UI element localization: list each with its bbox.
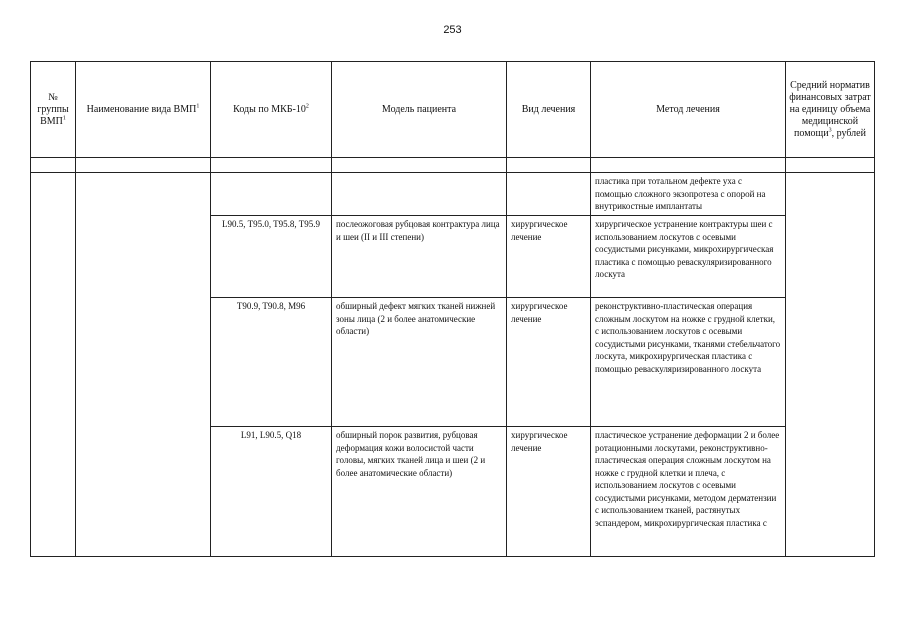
patient-model-cell: обширный дефект мягких тканей нижней зоны лица (2 и более анатомические области) bbox=[332, 298, 507, 427]
patient-model-cell: обширный порок развития, рубцовая деформация кожи волосистой части головы, мягких тканей лица и шеи (2 и более анатомические области) bbox=[332, 427, 507, 557]
header-group-no: № группы ВМП$^1$ bbox=[31, 62, 76, 158]
page-number: 253 bbox=[443, 24, 462, 36]
group-no-cell bbox=[31, 173, 76, 557]
header-patient-model: Модель пациента bbox=[332, 62, 507, 158]
table-row bbox=[31, 173, 875, 216]
header-treatment-type: Вид лечения bbox=[507, 62, 591, 158]
header-cost-standard: Средний норматив финансовых затрат на единицу объема медицинской помощи$^3$, рублей bbox=[786, 62, 875, 158]
treatment-type-cell: хирургическое лечение bbox=[507, 427, 591, 557]
vmp-name-cell bbox=[76, 173, 211, 557]
cost-standard-cell bbox=[786, 173, 875, 557]
vmp-table bbox=[30, 61, 875, 557]
patient-model-cell bbox=[332, 173, 507, 216]
spacer-row bbox=[31, 158, 875, 173]
treatment-method-cell: пластика при тотальном дефекте уха с помощью сложного экзопротеза с опорой на внутрикостные имплантаты bbox=[591, 173, 786, 216]
treatment-method-cell: хирургическое устранение контрактуры шеи с использованием лоскутов с осевыми сосудистыми рисунками, микрохирургическая пластика с помощью реваскуляризированного лоскута bbox=[591, 216, 786, 298]
header-treatment-method: Метод лечения bbox=[591, 62, 786, 158]
treatment-method-cell: пластическое устранение деформации 2 и более ротационными лоскутами, реконструктивно-пластическая операция сложным лоскутом на ножке с грудной клетки и плеча, с использованием лоскутов с осевыми сосудистыми рисунками, методом дерматензии с использованием тканей, растянутых эспандером, микрохирургическая пластика с bbox=[591, 427, 786, 557]
icd-codes-cell bbox=[211, 173, 332, 216]
icd-codes-cell: L91, L90.5, Q18 bbox=[211, 427, 332, 557]
icd-codes-cell: L90.5, T95.0, T95.8, T95.9 bbox=[211, 216, 332, 298]
treatment-method-cell: реконструктивно-пластическая операция сложным лоскутом на ножке с грудной клетки, с использованием лоскутов с осевыми сосудистыми рисунками, тканями стебельчатого лоскута, микрохирургическая пластика с помощью реваскуляризированного лоскута bbox=[591, 298, 786, 427]
header-row bbox=[31, 62, 875, 158]
treatment-type-cell bbox=[507, 173, 591, 216]
header-icd-codes: Коды по МКБ-$10^2$ bbox=[211, 62, 332, 158]
treatment-type-cell: хирургическое лечение bbox=[507, 298, 591, 427]
treatment-type-cell: хирургическое лечение bbox=[507, 216, 591, 298]
patient-model-cell: послеожоговая рубцовая контрактура лица и шеи (II и III степени) bbox=[332, 216, 507, 298]
header-vmp-name: Наименование вида ВМП$^1$ bbox=[76, 62, 211, 158]
icd-codes-cell: T90.9, T90.8, M96 bbox=[211, 298, 332, 427]
